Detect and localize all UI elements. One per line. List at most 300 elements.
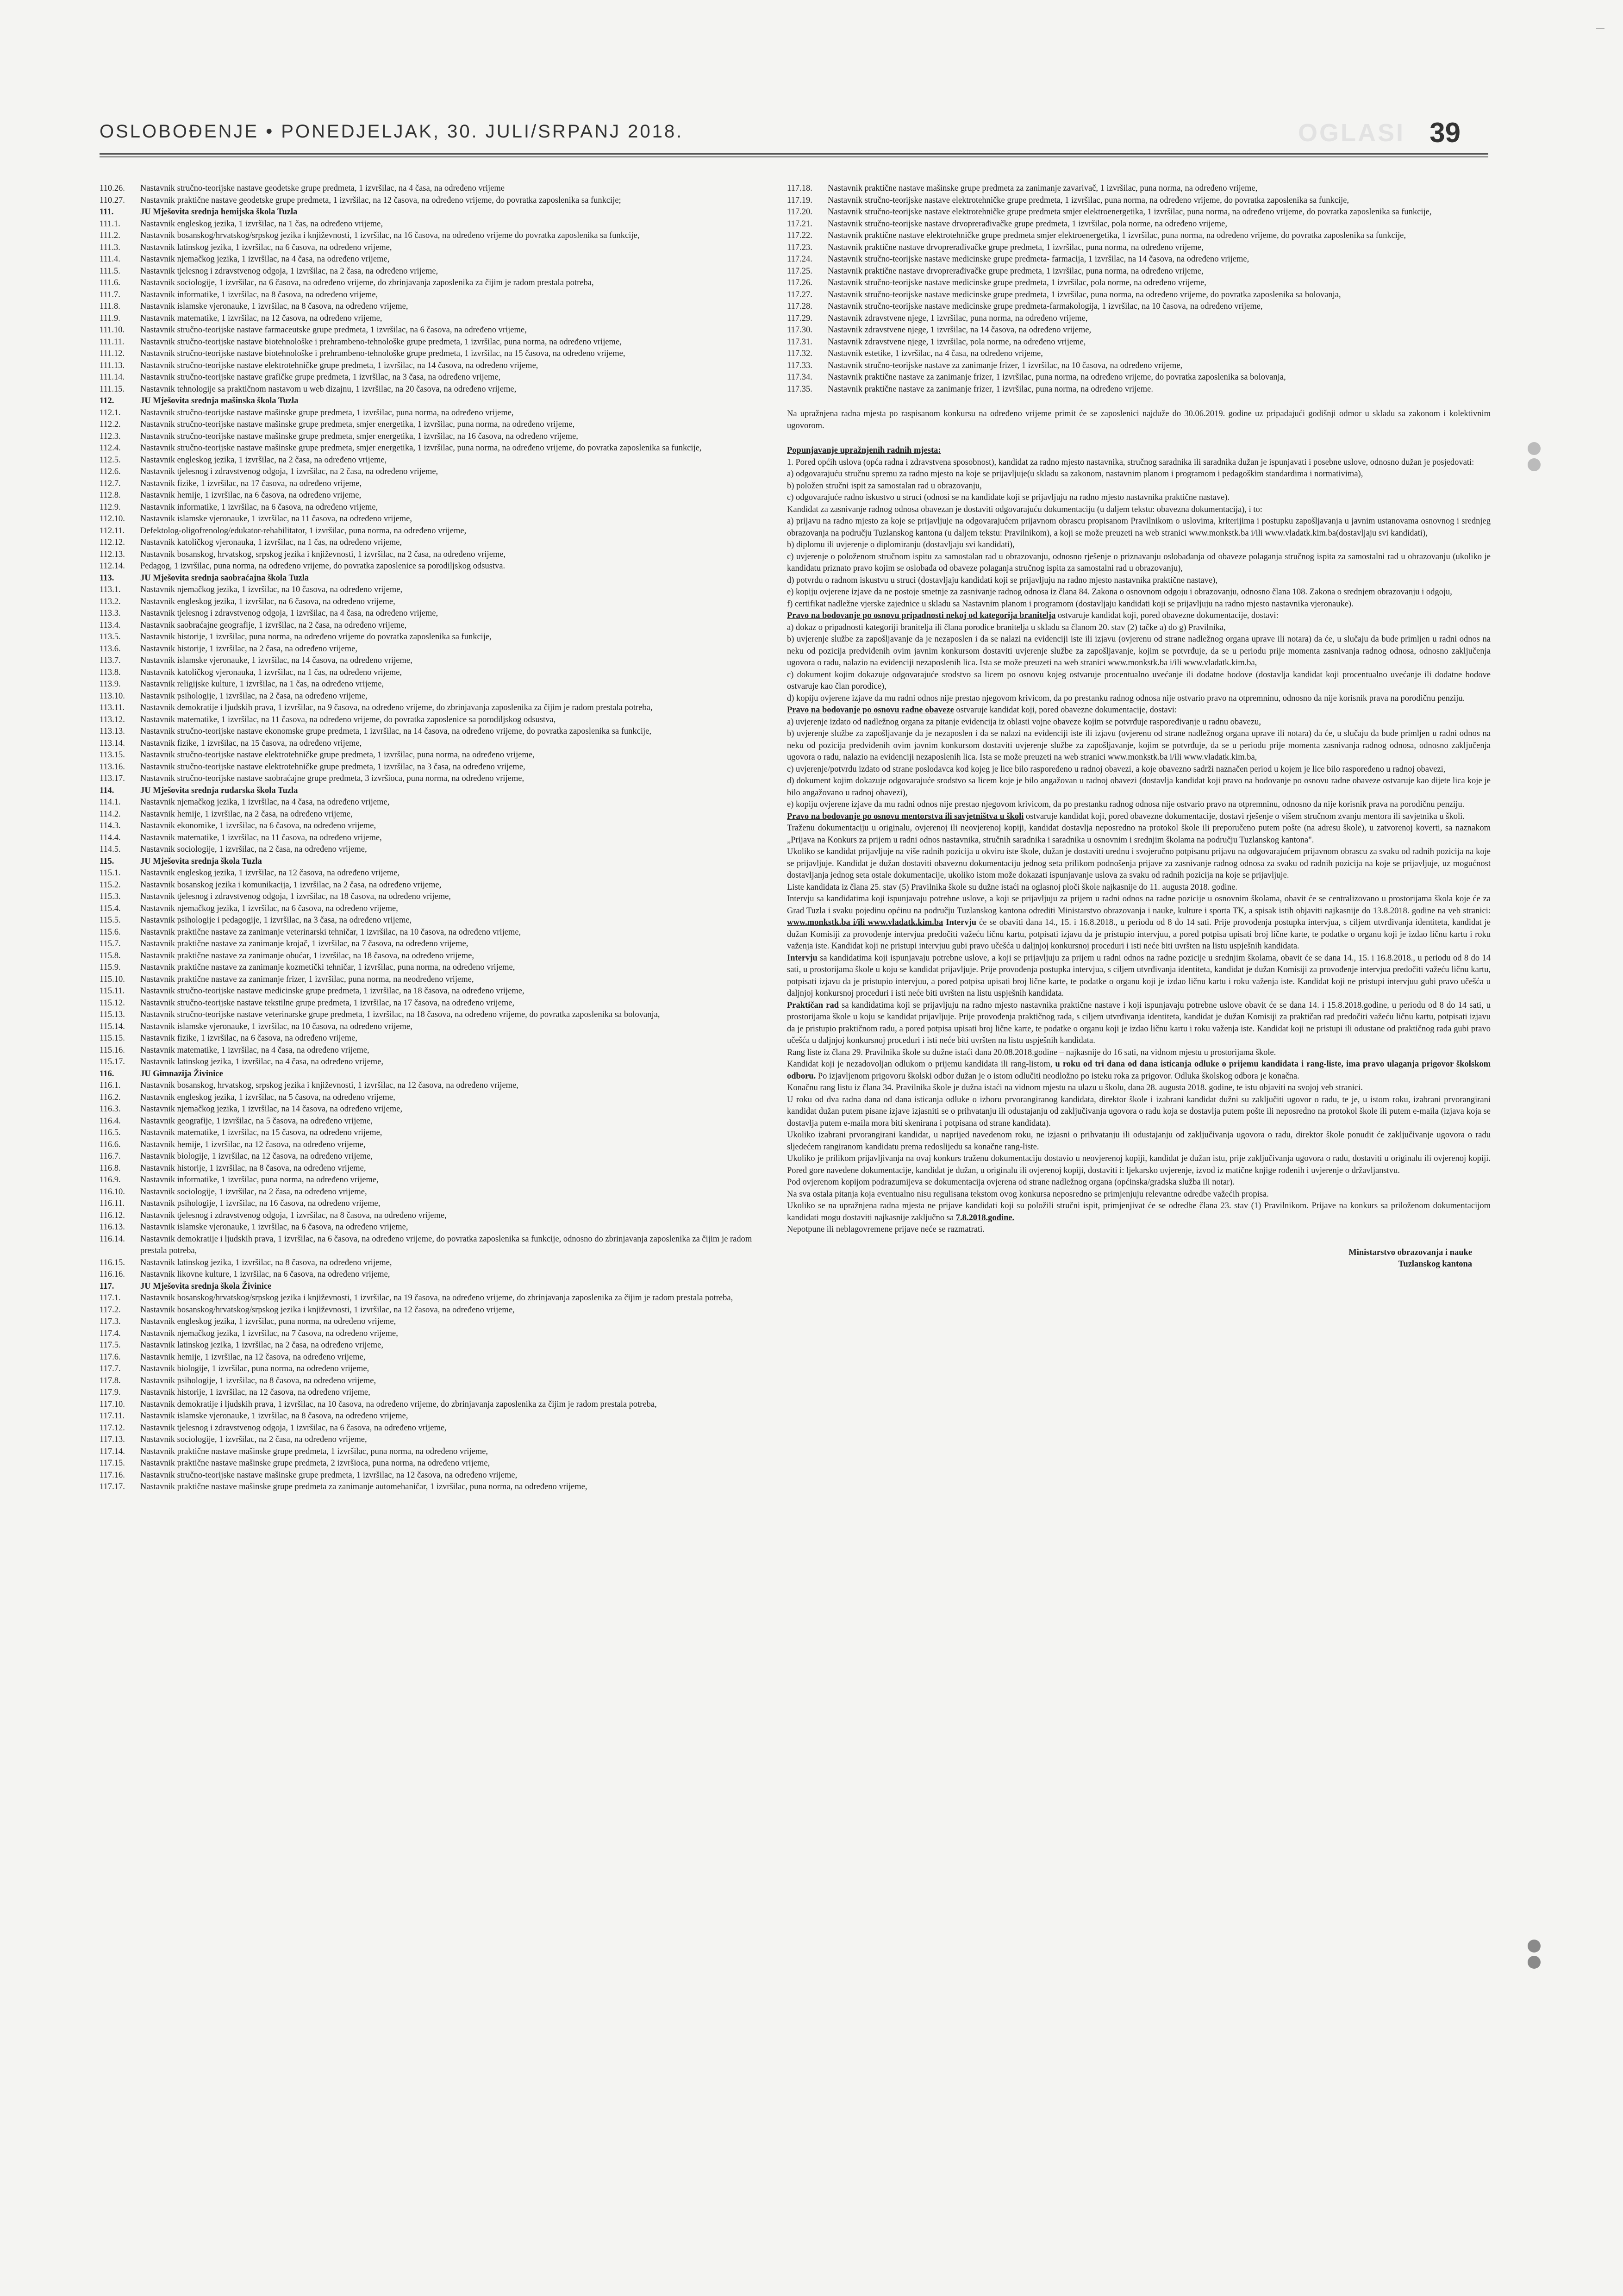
vacancy-text: Nastavnik stručno-teorijske nastave mašinske grupe predmeta, 1 izvršilac, na 12 časova, na određeno vrijeme, [140,1470,518,1480]
vacancy-item [100,1210,766,1222]
vacancy-item [100,1163,766,1175]
vacancy-number: 116.14. [100,1234,125,1244]
vacancy-number: 114.1. [100,798,121,807]
vacancy-item [100,1410,766,1423]
vacancy-item [100,962,766,974]
vacancy-number: 112.5. [100,455,121,465]
vacancy-text: Nastavnik stručno-teorijske nastave mašinske grupe predmeta, smjer energetika, 1 izvršilac, puna norma, na određeno vrijeme, [140,420,575,429]
final-rank-list-paragraph: Konačnu rang listu iz člana 34. Pravilnika škole je dužna istaći na vidnom mjestu na ulazu u školu, dana 28. augusta 2018. godine, te istu objaviti na svojoj veb stranici. [787,1083,1363,1092]
vacancy-number: 116.5. [100,1128,121,1137]
vacancy-item [100,903,766,915]
vacancy-number: 115.9. [100,963,121,972]
vacancy-number: 117.28. [787,302,812,311]
incomplete-applications-paragraph: Nepotpune ili neblagovremene prijave neće se razmatrati. [787,1225,985,1234]
vacancy-item [100,1316,766,1328]
vacancy-number: 113.17. [100,774,125,783]
vacancy-text: Nastavnik historije, 1 izvršilac, na 12 časova, na određeno vrijeme, [140,1388,370,1397]
vacancy-text: Nastavnik praktične nastave mašinske grupe predmeta za zanimanje zavarivač, 1 izvršilac, puna norma, na određeno vrijeme, [828,184,1258,193]
vacancy-number: 112.9. [100,502,121,512]
vacancy-item [100,820,766,832]
page-header [100,111,1461,148]
vacancy-number: 116.3. [100,1104,121,1114]
vacancy-text: Nastavnik hemije, 1 izvršilac, na 2 časa, na određeno vrijeme, [140,809,353,819]
vacancy-item [100,714,766,726]
vacancy-number: 113.4. [100,620,121,630]
vacancy-number: 112.3. [100,431,121,441]
vacancy-item [100,1234,766,1257]
vacancy-item [100,277,766,289]
vacancy-number: 111.2. [100,231,120,240]
vacancy-number: 113.14. [100,738,125,748]
vacancy-number: 114.2. [100,809,121,819]
vacancy-item [100,761,766,774]
vacancy-item [100,466,766,478]
vacancy-number: 111.4. [100,255,120,264]
vacancy-number: 113.16. [100,762,125,772]
vacancy-number: 116.1. [100,1081,121,1090]
vacancy-number: 115.2. [100,880,121,890]
vacancy-item [100,1222,766,1234]
vacancy-text: Nastavnik demokratije i ljudskih prava, 1 izvršilac, na 10 časova, na određeno vrijeme, do zbrinjavanja zaposlenika za čijim je radom prestala potreba, [140,1399,657,1409]
vacancy-number: 117.23. [787,243,812,252]
documents-intro: Kandidat za zasnivanje radnog odnosa obavezan je dostaviti odgovarajuću dokumentaciju (u daljem tekstu: obavezna dokumentacija), i to: [787,505,1262,514]
vacancy-number: 113.11. [100,703,125,712]
objection-paragraph: Kandidat koji je nezadovoljan odlukom o prijemu kandidata ili rang-listom, u roku od tri dana od dana isticanja odluke o prijemu kandidata i rang-liste, ima pravo ulaganja prigovor školskom odboru. Po izjavljenom prigovoru školski odbor dužan je o istom odlučiti neodložno po isteku roka za prigovor. Odluka školskog odbora je konačna. [787,1060,1491,1081]
vacancy-text: Nastavnik matematike, 1 izvršilac, na 11 časova, na određeno vrijeme, [140,833,382,842]
vacancy-number: 115.15. [100,1034,125,1043]
vacancy-item [787,195,1491,207]
vacancy-item [100,407,766,419]
vacancy-number: 117.8. [100,1376,121,1385]
vacancy-text: Nastavnik tjelesnog i zdravstvenog odgoja, 1 izvršilac, na 2 časa, na određeno vrijeme, [140,266,438,276]
vacancy-text: Nastavnik psihologije, 1 izvršilac, na 2 časa, na određeno vrijeme, [140,691,368,701]
scan-hole-mark [1528,458,1541,471]
vacancy-number: 116.15. [100,1258,125,1267]
vacancy-number: 111.10. [100,325,125,335]
vacancy-number: 117.4. [100,1329,121,1338]
vacancy-text: Nastavnik likovne kulture, 1 izvršilac, na 6 časova, na određeno vrijeme, [140,1270,390,1279]
vacancy-text: Nastavnik saobraćajne geografije, 1 izvršilac, na 2 časa, na određeno vrijeme, [140,620,407,630]
vacancy-number: 114.5. [100,845,121,854]
vacancy-item [100,360,766,372]
vacancy-item [787,206,1491,218]
deadline-paragraph: Ukoliko se na upražnjena radna mjesta ne prijave kandidati koji su položili stručni ispit, primjenjivat će se odredbe člana 23. stav (1) Pravilnikom. Prijave na konkurs sa priloženom dokumentacijom kandidati mogu dostaviti najkasnije zaključno sa 7.8.2018.godine. [787,1201,1491,1223]
vacancy-item [100,1174,766,1186]
vacancy-item [100,1092,766,1104]
vacancy-number: 115.17. [100,1057,125,1067]
header-rule-bottom [100,156,1488,157]
vacancy-item [100,643,766,655]
vacancy-text: Nastavnik tjelesnog i zdravstvenog odgoja, 1 izvršilac, na 18 časova, na određeno vrijeme, [140,892,451,901]
vacancy-number: 117.6. [100,1352,121,1362]
vacancy-text: Nastavnik praktične nastave za zanimanje krojač, 1 izvršilac, na 7 časova, na određeno vrijeme, [140,939,468,948]
vacancy-item [100,443,766,455]
vacancy-text: Nastavnik zdravstvene njege, 1 izvršilac, na 14 časova, na određeno vrijeme, [828,325,1092,335]
other-questions-paragraph: Na sva ostala pitanja koja eventualno nisu regulisana tekstom ovog konkursa neposredno se primjenjuju relevantne odredbe važećih propisa. [787,1189,1269,1199]
vacancy-item [100,348,766,360]
vacancy-text: Nastavnik stručno-teorijske nastave medicinske grupe predmeta, 1 izvršilac, na 18 časova, na određeno vrijeme, [140,986,524,996]
school-number: 117. [100,1281,114,1291]
vacancy-number: 117.33. [787,361,812,370]
vacancy-text: Nastavnik latinskog jezika, 1 izvršilac, na 8 časova, na određeno vrijeme, [140,1258,392,1267]
vacancy-number: 113.13. [100,727,125,736]
vacancy-item [100,950,766,962]
vacancy-item [100,549,766,561]
ministry-links: www.monkstk.ba i/ili www.vladatk.kim.ba [787,918,943,927]
vacancy-number: 110.26. [100,184,125,193]
vacancy-number: 115.3. [100,892,121,901]
page-edge-mark [1596,28,1604,29]
vacancy-number: 111.11. [100,337,125,347]
vacancy-text: Nastavnik stručno-teorijske nastave elektrotehničke grupe predmeta smjer elektroenergetika, 1 izvršilac, puna norma, na određeno vrijeme, do povratka zaposlenika sa funkcije, [828,207,1432,217]
vacancy-text: Nastavnik bosanskog jezika i komunikacija, 1 izvršilac, na 2 časa, na određeno vrijeme, [140,880,442,890]
vacancy-text: Nastavnik bosanskog/hrvatskog/srpskog jezika i književnosti, 1 izvršilac, na 12 časova, na određeno vrijeme, [140,1305,515,1315]
document-f: f) certifikat nadležne vjerske zajednice u skladu sa Nastavnim planom i programom (dostavljaju kandidati koji se prijavljuju na radno mjesto nastavnika vjeronauke). [787,599,1354,609]
veterans-b: b) uvjerenje službe za zapošljavanje da je nezaposlen i da se nalazi na evidenciji iste ili izjavu (ovjerenu od strane nadležnog organa uprave ili notara) da će, u slučaju da bude primljen u radni odnos na neku od pozicija predviđenih ovim javnim konkursom dostaviti uvjerenje službe za zapošljavanje, kojim se potvrđuje, da se u periodu prije momenta zasnivanja radnog odnosa, odnosno zaključenja ugovora o radu, nalazio na evidenciji nezaposlenih lica. Ista se može preuzeti na web stranici www.monkstk.ba i/ili www.vladatk.kim.ba, [787,635,1491,668]
vacancy-text: Nastavnik psihologije, 1 izvršilac, na 8 časova, na određeno vrijeme, [140,1376,376,1385]
school-name: JU Mješovita srednja saobraćajna škola Tuzla [140,573,309,583]
vacancy-number: 115.5. [100,916,121,925]
vacancy-text: Defektolog-oligofrenolog/edukator-rehabilitator, 1 izvršilac, puna norma, na određeno vrijeme, [140,526,467,536]
vacancy-number: 116.4. [100,1116,121,1126]
vacancy-number: 115.14. [100,1022,125,1031]
vacancy-item [100,218,766,231]
vacancy-number: 113.3. [100,609,121,618]
right-column [787,183,1491,1271]
vacancy-text: Nastavnik tjelesnog i zdravstvenog odgoja, 1 izvršilac, na 2 časa, na određeno vrijeme, [140,467,438,476]
signature-line-2: Tuzlanskog kantona [1398,1260,1472,1269]
condition-a: a) odgovarajuću stručnu spremu za radno mjesto na koje se prijavljuje(u skladu sa zakonom, nastavnim planom i programom i pedagoškim standardima i normativima), [787,469,1363,479]
vacancy-item [100,561,766,573]
vacancy-text: Nastavnik zdravstvene njege, 1 izvršilac, puna norma, na određeno vrijeme, [828,313,1088,323]
vacancy-number: 114.4. [100,833,121,842]
document-c: c) uvjerenje o položenom stručnom ispitu za samostalan rad u obrazovanju, odnosno rješenje o priznavanju oslobađanja od obaveze polaganja stručnog ispita za samostalni rad u obrazovanju (ukoliko je kandidatu priznato pravo kojim se oslobađa od obaveze polaganja stručnog ispita za samostalni rad u obrazovanju), [787,552,1491,573]
vacancy-item [100,1033,766,1045]
vacancy-item [100,596,766,608]
vacancy-item [787,230,1491,242]
school-name: JU Mješovita srednja hemijska škola Tuzla [140,207,298,217]
vacancy-text: Nastavnik stručno-teorijske nastave farmaceutske grupe predmeta, 1 izvršilac, na 6 časova, na određeno vrijeme, [140,325,527,335]
vacancy-number: 116.7. [100,1152,121,1161]
vacancy-text: Nastavnik religijske kulture, 1 izvršilac, na 1 čas, na određeno vrijeme, [140,680,384,689]
vacancy-number: 117.32. [787,349,812,358]
vacancy-item [100,679,766,691]
document-b: b) diplomu ili uvjerenje o diplomiranju (dostavljaju svi kandidati), [787,540,1015,549]
vacancy-item [100,1352,766,1364]
vacancy-item [100,230,766,242]
vacancy-text: Nastavnik hemije, 1 izvršilac, na 6 časova, na određeno vrijeme, [140,491,362,500]
vacancy-number: 115.8. [100,951,121,961]
vacancy-text: Nastavnik tehnologije sa praktičnom nastavom u web dizajnu, 1 izvršilac, na 20 časova, na određeno vrijeme, [140,384,517,394]
vacancy-item [100,525,766,537]
vacancy-number: 117.13. [100,1435,125,1444]
section-title: OGLASI [1298,119,1405,147]
vacancy-number: 113.5. [100,632,121,642]
document-d: d) potvrdu o radnom iskustvu u struci (dostavljaju kandidati koji se prijavljuju na radno mjesto nastavnika praktične nastave), [787,575,1217,585]
vacancy-item [100,324,766,337]
vacancy-number: 116.9. [100,1175,121,1185]
vacancy-text: Nastavnik stručno-teorijske nastave grafičke grupe predmeta, 1 izvršilac, na 3 časa, na određeno vrijeme, [140,373,501,382]
vacancy-number: 113.12. [100,715,125,724]
vacancy-item [100,1470,766,1482]
vacancy-item [100,749,766,761]
document-a: a) prijavu na radno mjesto za koje se prijavljuje na odgovarajućem prijavnom obrascu propisanom Pravilnikom o uslovima, kriterijima i postupku zapošljavanja u javnim ustanovama osnovnog i srednjeg obrazovanja na području Tuzlanskog kantona (u daljem tekstu: Pravilnikom), a koji se može preuzeti na web stranici www.monkstk.ba i/ili www.vladatk.kim.ba(dostavljaju svi kandidati), [787,517,1491,538]
vacancy-text: Nastavnik praktične nastave mašinske grupe predmeta za zanimanje automehaničar, 1 izvršilac, puna norma, na određeno vrijeme, [140,1482,587,1491]
vacancy-number: 117.26. [787,278,812,287]
condition-b: b) položen stručni ispit za samostalan rad u obrazovanju, [787,481,982,491]
vacancy-item [100,419,766,431]
vacancy-text: Nastavnik latinskog jezika, 1 izvršilac, na 2 časa, na određeno vrijeme, [140,1341,384,1350]
vacancy-item [100,1387,766,1399]
veterans-d: d) kopiju ovjerene izjave da mu radni odnos nije prestao njegovom krivicom, da po prestanku radnog odnosa nije ostvario pravo na otpremninu, odnosno da nije korisnik prava na porodičnu penziju. [787,693,1465,703]
vacancy-number: 113.2. [100,597,121,606]
vacancy-item [100,337,766,349]
vacancy-text: Nastavnik stručno-teorijske nastave veterinarske grupe predmeta, 1 izvršilac, na 18 časova, na određeno vrijeme, do povratka zaposlenika sa bolovanja, [140,1010,660,1019]
vacancy-number: 112.10. [100,514,125,524]
vacancy-number: 111.15. [100,384,125,394]
submission-paragraph: Traženu dokumentaciju u originalu, ovjerenoj ili neovjerenoj kopiji, kandidat dostavlja neposredno na protokol škole ili preporučeno putem pošte (na adresu škole), u zatvorenoj koverti, sa naznakom „Prijava na Konkurs za prijem u radni odnos nastavnika, stručnih saradnika i saradnika u osnovnim i srednjim školama na području Tuzlanskog kantona". [787,824,1491,845]
vacancy-number: 117.10. [100,1399,125,1409]
vacancy-item [100,1328,766,1340]
vacancy-text: Nastavnik stručno-teorijske nastave medicinske grupe predmeta- farmacija, 1 izvršilac, na 14 časova, na određeno vrijeme, [828,255,1249,264]
vacancy-text: Nastavnik tjelesnog i zdravstvenog odgoja, 1 izvršilac, na 6 časova, na određeno vrijeme, [140,1423,447,1433]
vacancy-text: Nastavnik historije, 1 izvršilac, na 2 časa, na određeno vrijeme, [140,644,358,654]
vacancy-number: 116.6. [100,1140,121,1149]
vacancy-number: 113.6. [100,644,121,654]
vacancy-number: 112.4. [100,443,121,453]
vacancy-number: 117.15. [100,1459,125,1468]
vacancy-item [100,809,766,821]
vacancy-text: Nastavnik tjelesnog i zdravstvenog odgoja, 1 izvršilac, na 8 časova, na određeno vrijeme, [140,1210,447,1220]
vacancy-text: Nastavnik stručno-teorijske nastave biotehnološke i prehrambeno-tehnološke grupe predmeta, 1 izvršilac, na 15 časova, na određeno vrijeme, [140,349,625,358]
vacancy-text: Nastavnik praktične nastave za zanimanje kozmetički tehničar, 1 izvršilac, puna norma, na određeno vrijeme, [140,963,515,972]
vacancy-number: 117.11. [100,1411,125,1421]
vacancy-text: Nastavnik matematike, 1 izvršilac, na 15 časova, na određeno vrijeme, [140,1128,382,1137]
right-column-listings [787,183,1491,395]
vacancy-text: Nastavnik matematike, 1 izvršilac, na 4 časa, na određeno vrijeme, [140,1045,369,1055]
vacancy-number: 111.13. [100,361,125,370]
school-number: 115. [100,856,114,866]
vacancy-text: Nastavnik stručno-teorijske nastave mašinske grupe predmeta, smjer energetika, 1 izvršilac, puna norma, na određeno vrijeme, do povratka zaposlenika sa funkcije, [140,443,702,453]
veterans-c: c) dokument kojim dokazuje odgovarajuće srodstvo sa licem po osnovu kojeg ostvaruje procentualno uvećanje ili dodatne bodove (dostavlja kandidat koji procentualno uvećanje ili dodatne bodove ostvaruje kao član porodice), [787,670,1491,691]
vacancy-text: Nastavnik bosanskog/hrvatskog/srpskog jezika i književnosti, 1 izvršilac, na 19 časova, na određeno vrijeme, do zbrinjavanja zaposlenika za čijim je radom prestala potreba, [140,1293,733,1303]
vacancy-item [787,242,1491,254]
vacancy-text: Nastavnik islamske vjeronauke, 1 izvršilac, na 8 časova, na određeno vrijeme, [140,1411,408,1421]
vacancy-item [100,608,766,620]
mentor-heading: Pravo na bodovanje po osnovu mentorstva ili savjetništva u školi [787,811,1024,821]
vacancy-text: Nastavnik stručno-teorijske nastave tekstilne grupe predmeta, 1 izvršilac, na 17 časova, na određeno vrijeme, [140,998,515,1008]
vacancy-item [100,1292,766,1304]
vacancy-text: Nastavnik stručno-teorijske nastave medicinske grupe predmeta, 1 izvršilac, pola norme, na određeno vrijeme, [828,278,1206,287]
vacancy-text: Nastavnik katoličkog vjeronauka, 1 izvršilac, na 1 čas, na određeno vrijeme, [140,668,402,677]
vacancy-text: Nastavnik matematike, 1 izvršilac, na 12 časova, na određeno vrijeme, [140,313,382,323]
school-number: 116. [100,1069,114,1079]
vacancy-item [100,867,766,880]
vacancy-number: 112.14. [100,562,125,571]
vacancy-item [100,313,766,325]
vacancy-item [100,1009,766,1021]
vacancy-number: 116.16. [100,1270,125,1279]
school-heading [100,206,766,218]
vacancy-number: 117.16. [100,1470,125,1480]
vacancy-number: 115.13. [100,1010,125,1019]
vacancy-text: Nastavnik engleskog jezika, 1 izvršilac, na 12 časova, na određeno vrijeme, [140,868,400,878]
vacancy-text: Nastavnik praktične nastave geodetske grupe predmeta, 1 izvršilac, na 12 časova, na određeno vrijeme, do povratka zaposlenika sa funkcije; [140,195,621,205]
vacancy-text: Nastavnik hemije, 1 izvršilac, na 12 časova, na određeno vrijeme, [140,1352,366,1362]
school-number: 114. [100,786,114,795]
vacancy-item [100,927,766,939]
vacancy-number: 112.2. [100,420,121,429]
vacancy-text: Nastavnik islamske vjeronauke, 1 izvršilac, na 8 časova, na određeno vrijeme, [140,302,408,311]
vacancy-number: 115.6. [100,927,121,937]
vacancy-item [100,915,766,927]
vacancy-number: 117.22. [787,231,812,240]
scan-hole-mark [1528,1940,1541,1953]
vacancy-item [100,289,766,301]
vacancy-number: 112.13. [100,549,125,559]
work-duty-a: a) uvjerenje izdato od nadležnog organa za pitanje evidencija iz oblasti vojne obaveze kojim se potvrđuje raspoređivanje u radnu obavezu, [787,717,1261,727]
vacancy-item [100,1423,766,1435]
vacancy-text: Nastavnik praktične nastave mašinske grupe predmeta, 2 izvršioca, puna norma, na određeno vrijeme, [140,1459,490,1468]
vacancy-item [787,348,1491,360]
vacancy-item [100,1375,766,1387]
vacancy-text: Nastavnik njemačkog jezika, 1 izvršilac, na 10 časova, na određeno vrijeme, [140,585,403,594]
vacancy-item [100,266,766,278]
vacancy-number: 115.10. [100,974,125,984]
vacancy-text: Nastavnik islamske vjeronauke, 1 izvršilac, na 11 časova, na određeno vrijeme, [140,514,412,524]
vacancy-item [100,584,766,596]
vacancy-item [100,738,766,750]
vacancy-text: Nastavnik njemačkog jezika, 1 izvršilac, na 6 časova, na određeno vrijeme, [140,904,398,913]
vacancy-number: 113.1. [100,585,121,594]
vacancy-item [100,1257,766,1269]
vacancy-item [100,513,766,525]
vacancy-text: Nastavnik sociologije, 1 izvršilac, na 2 časa, na određeno vrijeme, [140,1435,367,1444]
work-duty-intro: ostvaruje kandidat koji, pored obavezne dokumentacije, dostavi: [954,705,1177,715]
vacancy-number: 117.31. [787,337,812,347]
vacancy-item [787,218,1491,231]
vacancy-text: Nastavnik stručno-teorijske nastave geodetske grupe predmeta, 1 izvršilac, na 4 časa, na određeno vrijeme [140,184,505,193]
signature-block [787,1247,1491,1271]
condition-c: c) odgovarajuće radno iskustvo u struci (odnosi se na kandidate koji se prijavljuju na radno mjesto nastavnika praktične nastave). [787,493,1230,502]
vacancy-text: Nastavnik informatike, 1 izvršilac, na 8 časova, na određeno vrijeme, [140,290,378,299]
vacancy-item [100,726,766,738]
vacancy-text: Nastavnik islamske vjeronauke, 1 izvršilac, na 6 časova, na određeno vrijeme, [140,1223,408,1232]
vacancy-number: 117.12. [100,1423,125,1433]
vacancy-number: 112.7. [100,479,121,488]
vacancy-text: Nastavnik sociologije, 1 izvršilac, na 2 časa, na određeno vrijeme, [140,1187,367,1197]
school-name: JU Mješovita srednja mašinska škola Tuzla [140,396,299,406]
vacancy-item [100,301,766,313]
vacancy-text: Nastavnik bosanskog, hrvatskog, srpskog jezika i književnosti, 1 izvršilac, na 2 časa, na određeno vrijeme, [140,549,506,559]
vacancy-text: Nastavnik stručno-teorijske nastave medicinske grupe predmeta, 1 izvršilac, puna norma, na određeno vrijeme, do povratka zaposlenika sa bolovanja, [828,290,1341,299]
mentor-intro: ostvaruje kandidat koji, pored obavezne dokumentacije, dostavi rješenje o višem stručnom zvanju mentora ili savjetnika u školi. [1024,811,1465,821]
vacancy-number: 115.7. [100,939,121,948]
vacancy-item [787,337,1491,349]
rank-lists-paragraph: Rang liste iz člana 29. Pravilnika škole su dužne istaći dana 20.08.2018.godine – najkasnije do 16 sati, na vidnom mjestu u prostorijama škole. [787,1048,1276,1057]
vacancy-text: Nastavnik praktične nastave za zanimanje frizer, 1 izvršilac, puna norma, na određeno vrijeme, do povratka zaposlenika sa bolovanja, [828,373,1286,382]
vacancy-item [100,537,766,549]
vacancy-text: Nastavnik stručno-teorijske nastave saobraćajne grupe predmeta, 3 izvršioca, puna norma, na određeno vrijeme, [140,774,524,783]
vacancy-number: 112.12. [100,538,125,547]
vacancy-text: Nastavnik stručno-teorijske nastave biotehnološke i prehrambeno-tehnološke grupe predmeta, 1 izvršilac, puna norma, na određeno vrijeme, [140,337,622,347]
vacancy-item [100,844,766,856]
vacancy-item [787,254,1491,266]
veterans-a: a) dokaz o pripadnosti kategoriji branitelja ili člana porodice branitelja u skladu sa članom 20. stav (2) tačke a) do g) Pravilnika, [787,623,1226,632]
school-heading [100,395,766,407]
vacancy-number: 111.5. [100,266,120,276]
vacancy-number: 114.3. [100,821,121,830]
vacancy-item [100,455,766,467]
contract-paragraph: U roku od dva radna dana od dana isticanja odluke o izboru prvorangiranog kandidata, direktor škole i izabrani kandidat dužni su zaključiti ugovor o radu, te je, u istom roku, izabrani prvorangirani kandidat dužan putem pisane izjave izjasniti se o prihvatanju ili odustajanju od zaključivanja ugovora o radu koja se dostavlja putem pošte ili neposredno na protokol škole ili putem e-maila (izjava koja se dostavlja putem e-maila mora biti skenirana i potpisana od strane kandidata). [787,1095,1491,1128]
vacancy-number: 117.29. [787,313,812,323]
document-e: e) kopiju ovjerene izjave da ne postoje smetnje za zasnivanje radnog odnosa iz člana 84. Zakona o osnovnom odgoju i obrazovanju, odnosno člana 108. Zakona o srednjem obrazovanju i odgoju, [787,587,1452,597]
vacancy-text: Nastavnik sociologije, 1 izvršilac, na 6 časova, na određeno vrijeme, do zbrinjavanja zaposlenika za čijim je radom prestala potreba, [140,278,594,287]
vacancy-number: 117.34. [787,373,812,382]
vacancy-text: Nastavnik demokratije i ljudskih prava, 1 izvršilac, na 6 časova, na određeno vrijeme, do povratka zaposlenika sa funkcije, odnosno do zbrinjavanja zaposlenika za čijim je radom prestala potreba, [140,1234,752,1255]
vacancy-text: Nastavnik praktične nastave elektrotehničke grupe predmeta smjer elektroenergetika, 1 izvršilac, puna norma, na određeno vrijeme, do povratka zaposlenika sa funkcije, [828,231,1406,240]
vacancy-number: 113.7. [100,656,121,665]
vacancy-item [100,1446,766,1458]
vacancy-text: Nastavnik stručno-teorijske nastave ekonomske grupe predmeta, 1 izvršilac, na 14 časova, na određeno vrijeme, do povratka zaposlenika sa funkcije, [140,727,651,736]
vacancy-number: 117.3. [100,1317,121,1326]
vacancy-item [100,797,766,809]
vacancy-text: Nastavnik engleskog jezika, 1 izvršilac, na 5 časova, na određeno vrijeme, [140,1092,395,1102]
vacancy-number: 117.27. [787,290,812,299]
fill-positions-heading: Popunjavanje upražnjenih radnih mjesta: [787,446,941,455]
vacancy-item [100,986,766,998]
vacancy-item [100,1056,766,1068]
vacancy-text: Nastavnik njemačkog jezika, 1 izvršilac, na 4 časa, na određeno vrijeme, [140,255,390,264]
vacancy-number: 117.25. [787,266,812,276]
vacancy-text: Nastavnik islamske vjeronauke, 1 izvršilac, na 10 časova, na određeno vrijeme, [140,1022,412,1031]
vacancy-number: 115.11. [100,986,125,996]
vacancy-item [100,384,766,396]
school-name: JU Gimnazija Živinice [140,1069,223,1079]
school-heading [100,1281,766,1293]
vacancy-text: Nastavnik stručno-teorijske nastave mašinske grupe predmeta, 1 izvršilac, puna norma, na određeno vrijeme, [140,408,514,418]
vacancy-item [100,891,766,903]
vacancy-text: Nastavnik latinskog jezika, 1 izvršilac, na 6 časova, na određeno vrijeme, [140,243,392,252]
vacancy-number: 112.6. [100,467,121,476]
vacancy-number: 117.7. [100,1364,121,1373]
vacancy-item [100,1434,766,1446]
vacancy-item [100,773,766,785]
vacancy-number: 117.30. [787,325,812,335]
vacancy-text: Nastavnik tjelesnog i zdravstvenog odgoja, 1 izvršilac, na 4 časa, na određeno vrijeme, [140,609,438,618]
secondary-interview-paragraph: Intervju sa kandidatima koji ispunjavaju potrebne uslove, a koji se prijavljuju za prijem u radni odnos na radne pozicije u srednjim školama, obavit će se dana 14., 15. i 16.8.2018., u periodu od 8 do 14 sati, u prostorijama škole u koju se kandidat prijavljuje. Prije provođenja postupka intervjua, s ciljem utvrđivanja identiteta, kandidat je dužan Komisiji za provođenje intervjua predočiti važeću ličnu kartu, potpisati izjavu da je pristupio intervjuu, a pored potpisa upisati broj lične karte, te podatke o organu koji je izdao ličnu kartu i roku važenja iste. Kandidat koji ne pristupi intervjuu gubi pravo učešća u daljnjoj konkursnoj proceduri i isti neće biti uvršten na listu uspješnih kandidata. [787,953,1491,998]
vacancy-number: 116.11. [100,1199,125,1208]
vacancy-number: 111.9. [100,313,120,323]
school-heading [100,856,766,868]
vacancy-item [787,277,1491,289]
vacancy-text: Nastavnik praktične nastave mašinske grupe predmeta, 1 izvršilac, puna norma, na određeno vrijeme, [140,1447,488,1456]
vacancy-text: Nastavnik estetike, 1 izvršilac, na 4 časa, na određeno vrijeme, [828,349,1043,358]
vacancy-text: Nastavnik stručno-teorijske nastave elektrotehničke grupe predmeta, 1 izvršilac, puna norma, na određeno vrijeme, [140,750,535,760]
vacancy-item [100,655,766,667]
vacancy-text: Nastavnik sociologije, 1 izvršilac, na 2 časa, na određeno vrijeme, [140,845,367,854]
vacancy-item [100,1080,766,1092]
header-rule-top [100,153,1488,155]
vacancy-number: 117.35. [787,384,812,394]
work-duty-b: b) uvjerenje službe za zapošljavanje da je nezaposlen i da se nalazi na evidenciji iste ili izjavu (ovjerenu od strane nadležnog organa uprave ili notara) da će, u slučaju da bude primljen u radni odnos na neku od pozicija predviđenih ovim javnim konkursom dostaviti uvjerenje službe za zapošljavanje, kojim se potvrđuje, da se u periodu prije momenta zasnivanja radnog odnosa, odnosno zaključenja ugovora o radu, nalazio na evidenciji nezaposlenih lica. Ista se može preuzeti na web stranici www.monkstk.ba i/ili www.vladatk.kim.ba, [787,729,1491,762]
vacancy-item [100,1045,766,1057]
vacancy-number: 115.16. [100,1045,125,1055]
vacancy-text: Nastavnik historije, 1 izvršilac, puna norma, na određeno vrijeme do povratka zaposlenika sa funkcije, [140,632,492,642]
scan-hole-mark [1528,1956,1541,1969]
vacancy-number: 116.12. [100,1210,125,1220]
vacancy-text: Nastavnik engleskog jezika, 1 izvršilac, na 2 časa, na određeno vrijeme, [140,455,387,465]
